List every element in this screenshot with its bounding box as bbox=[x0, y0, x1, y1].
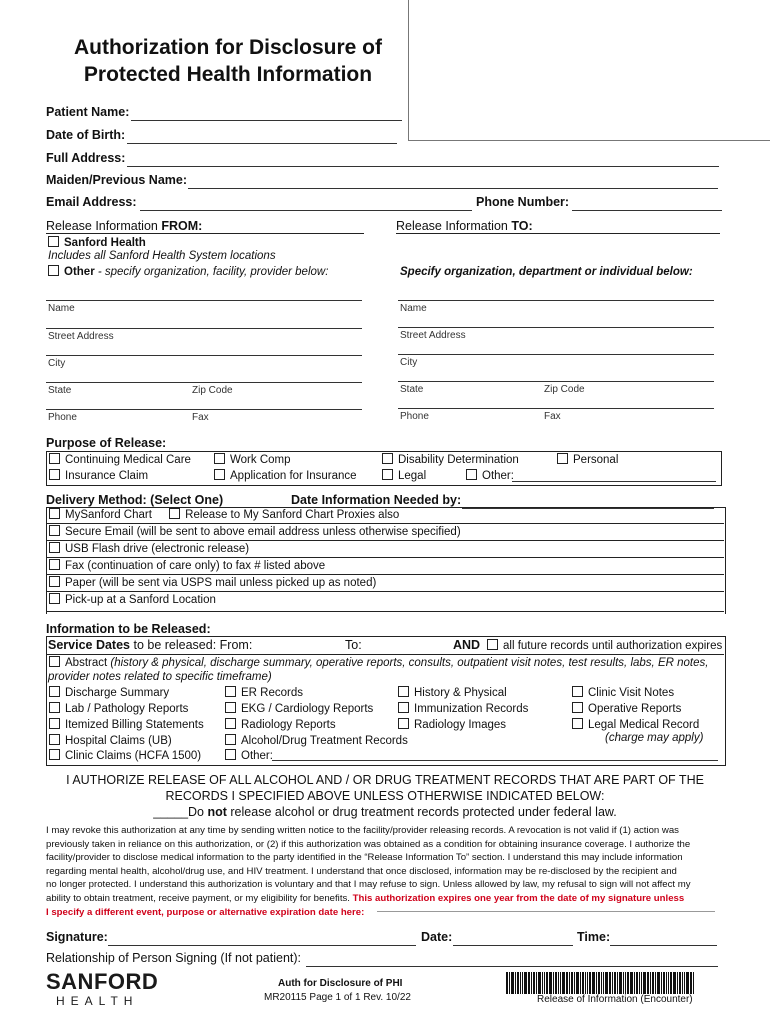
charge-note: (charge may apply) bbox=[605, 732, 704, 744]
service-to-label: To: bbox=[345, 638, 362, 652]
service-to-field[interactable] bbox=[368, 639, 448, 652]
and-label: AND bbox=[453, 638, 481, 652]
address-label: Full Address: bbox=[46, 151, 126, 165]
legal-paragraph: I may revoke this authorization at any time by sending written notice to the facility/provider releasing records. A revocation is not valid if (1) action was previously taken in reliance on this authorization, or (2) if this authorization was obtained as a condition for obtaining insurance coverage. I authorize the facility/provider to disclose medical information to the party identified in the “Release Information To” section. I understand this may include information regarding mental health, alcohol/drug use, and HIV treatment. I understand that once disclosed, information may be re-disclosed by the recipient and no longer protected. I understand this authorization is voluntary and that I may refuse to sign. Unless allowed by law, my refusal to sign will not affect my ability to obtain treatment, receive payment, or my eligibility for benefits. This authorization expires one year from the date of my signature unless I specify a different event, purpose or alternative expiration date here: bbox=[46, 825, 691, 918]
from-state-line[interactable] bbox=[46, 382, 362, 383]
release-to-instruction: Specify organization, department or individual below: bbox=[400, 266, 693, 278]
abstract-checkbox[interactable] bbox=[49, 656, 60, 667]
to-phone-line[interactable] bbox=[398, 408, 714, 409]
other-purpose-checkbox[interactable] bbox=[466, 469, 477, 480]
page-title bbox=[48, 34, 408, 88]
from-city-label: City bbox=[48, 358, 66, 369]
discharge-checkbox[interactable] bbox=[49, 686, 60, 697]
authorize-line-3[interactable]: _____Do not release alcohol or drug treatment records protected under federal law. bbox=[153, 805, 617, 819]
barcode-caption: Release of Information (Encounter) bbox=[537, 994, 693, 1005]
to-fax-label: Fax bbox=[544, 411, 561, 422]
delivery-row-email[interactable]: Secure Email (will be sent to above email address unless otherwise specified) bbox=[46, 524, 724, 541]
email-checkbox[interactable] bbox=[49, 525, 60, 536]
lab-checkbox[interactable] bbox=[49, 702, 60, 713]
signature-field[interactable] bbox=[108, 931, 416, 946]
mysanford-checkbox[interactable] bbox=[49, 508, 60, 519]
release-from-heading: Release Information FROM: bbox=[46, 219, 203, 233]
form-title: Auth for Disclosure of PHI bbox=[278, 978, 403, 989]
info-discharge[interactable]: Discharge Summary bbox=[49, 686, 169, 699]
relationship-field[interactable] bbox=[306, 952, 718, 967]
dob-label: Date of Birth: bbox=[46, 128, 126, 142]
other-from-checkbox[interactable] bbox=[48, 265, 59, 276]
from-phone-line[interactable] bbox=[46, 409, 362, 410]
to-street-label: Street Address bbox=[400, 330, 466, 341]
disability-checkbox[interactable] bbox=[382, 453, 393, 464]
from-phone-label: Phone bbox=[48, 412, 77, 423]
authorize-line-1: I AUTHORIZE RELEASE OF ALL ALCOHOL AND / OR DRUG TREATMENT RECORDS THAT ARE PART OF THE bbox=[66, 773, 704, 787]
future-records-checkbox[interactable] bbox=[487, 639, 498, 650]
title-line-1: Authorization for Disclosure of bbox=[73, 36, 382, 59]
date-field[interactable] bbox=[453, 931, 573, 946]
continuing-checkbox[interactable] bbox=[49, 453, 60, 464]
from-name-label: Name bbox=[48, 303, 75, 314]
barcode bbox=[506, 972, 720, 994]
date-needed-label: Date Information Needed by: bbox=[291, 493, 462, 507]
info-lab[interactable]: Lab / Pathology Reports bbox=[49, 702, 188, 715]
address-field[interactable] bbox=[127, 152, 719, 167]
ekg-checkbox[interactable] bbox=[225, 702, 236, 713]
dob-field[interactable] bbox=[127, 129, 397, 144]
delivery-row-paper[interactable]: Paper (will be sent via USPS mail unless picked up as noted) bbox=[46, 575, 724, 592]
release-from-line bbox=[46, 233, 364, 234]
form-number: MR20115 Page 1 of 1 Rev. 10/22 bbox=[264, 992, 411, 1003]
paper-checkbox[interactable] bbox=[49, 576, 60, 587]
from-zip-label: Zip Code bbox=[192, 385, 233, 396]
clinic-claims-checkbox[interactable] bbox=[49, 749, 60, 760]
time-label: Time: bbox=[577, 930, 611, 944]
authorize-block bbox=[46, 772, 724, 820]
maiden-name-field[interactable] bbox=[188, 174, 718, 189]
to-name-line[interactable] bbox=[398, 300, 714, 301]
info-radiology-reports[interactable]: Radiology Reports bbox=[225, 718, 336, 731]
sanford-health-checkbox[interactable] bbox=[48, 236, 59, 247]
maiden-name-label: Maiden/Previous Name: bbox=[46, 173, 188, 187]
authorize-line-2: RECORDS I SPECIFIED ABOVE UNLESS OTHERWISE INDICATED BELOW: bbox=[165, 789, 605, 803]
delivery-row-usb[interactable]: USB Flash drive (electronic release) bbox=[46, 541, 724, 558]
title-line-2: Protected Health Information bbox=[83, 63, 373, 86]
to-zip-label: Zip Code bbox=[544, 384, 585, 395]
sanford-health-note: Includes all Sanford Health System locations bbox=[48, 250, 276, 262]
history-checkbox[interactable] bbox=[398, 686, 409, 697]
purpose-legal[interactable]: Legal bbox=[382, 469, 426, 482]
info-alcohol-drug[interactable]: Alcohol/Drug Treatment Records bbox=[225, 734, 408, 747]
release-to-line bbox=[396, 233, 720, 234]
from-fax-label: Fax bbox=[192, 412, 209, 423]
to-state-label: State bbox=[400, 384, 424, 395]
expiration-date-field[interactable] bbox=[377, 901, 715, 912]
to-state-line[interactable] bbox=[398, 381, 714, 382]
abstract-note-2: provider notes related to specific timeframe) bbox=[48, 671, 272, 683]
abstract-option[interactable]: Abstract (history & physical, discharge summary, operative reports, consults, outpatient visit notes, test results, labs, ER notes, bbox=[49, 656, 708, 669]
purpose-work-comp[interactable]: Work Comp bbox=[214, 453, 291, 466]
billing-checkbox[interactable] bbox=[49, 718, 60, 729]
purpose-personal[interactable]: Personal bbox=[557, 453, 618, 466]
delivery-row-mysanford[interactable]: MySanford Chart Release to My Sanford Chart Proxies also bbox=[46, 507, 724, 524]
clinic-visit-checkbox[interactable] bbox=[572, 686, 583, 697]
phone-label: Phone Number: bbox=[476, 195, 570, 209]
email-field[interactable] bbox=[140, 196, 472, 211]
proxies-checkbox[interactable] bbox=[169, 508, 180, 519]
info-immunization[interactable]: Immunization Records bbox=[398, 702, 528, 715]
from-city-line[interactable] bbox=[46, 355, 362, 356]
other-from-option[interactable]: Other - specify organization, facility, provider below: bbox=[48, 265, 328, 278]
from-street-line[interactable] bbox=[46, 328, 362, 329]
personal-checkbox[interactable] bbox=[557, 453, 568, 464]
purpose-disability[interactable]: Disability Determination bbox=[382, 453, 519, 466]
info-legal-record[interactable]: Legal Medical Record bbox=[572, 718, 699, 731]
sanford-health-option[interactable]: Sanford Health bbox=[48, 236, 146, 249]
info-other-field[interactable] bbox=[272, 747, 718, 761]
info-ekg[interactable]: EKG / Cardiology Reports bbox=[225, 702, 373, 715]
to-city-line[interactable] bbox=[398, 354, 714, 355]
info-other[interactable]: Other: bbox=[225, 749, 273, 762]
service-dates-label: Service Dates to be released: From: bbox=[48, 638, 253, 652]
info-billing[interactable]: Itemized Billing Statements bbox=[49, 718, 204, 731]
purpose-insurance-claim[interactable]: Insurance Claim bbox=[49, 469, 148, 482]
radiology-reports-checkbox[interactable] bbox=[225, 718, 236, 729]
patient-name-label: Patient Name: bbox=[46, 105, 130, 119]
info-clinic-claims[interactable]: Clinic Claims (HCFA 1500) bbox=[49, 749, 201, 762]
info-radiology-images[interactable]: Radiology Images bbox=[398, 718, 506, 731]
logo-wordmark: SANFORD bbox=[46, 969, 159, 994]
patient-name-field[interactable] bbox=[131, 106, 402, 121]
signature-label: Signature: bbox=[46, 930, 108, 944]
phone-field[interactable] bbox=[572, 196, 722, 211]
from-street-label: Street Address bbox=[48, 331, 114, 342]
to-phone-label: Phone bbox=[400, 411, 429, 422]
label-box bbox=[408, 0, 770, 141]
fax-checkbox[interactable] bbox=[49, 559, 60, 570]
purpose-continuing[interactable]: Continuing Medical Care bbox=[49, 453, 191, 466]
hospital-claims-checkbox[interactable] bbox=[49, 734, 60, 745]
logo-subtitle: HEALTH bbox=[56, 994, 139, 1008]
from-state-label: State bbox=[48, 385, 72, 396]
relationship-label: Relationship of Person Signing (If not patient): bbox=[46, 951, 302, 965]
sanford-logo bbox=[46, 970, 158, 1008]
info-er[interactable]: ER Records bbox=[225, 686, 303, 699]
insurance-claim-checkbox[interactable] bbox=[49, 469, 60, 480]
info-heading: Information to be Released: bbox=[46, 622, 211, 636]
info-operative[interactable]: Operative Reports bbox=[572, 702, 681, 715]
to-name-label: Name bbox=[400, 303, 427, 314]
purpose-app-insurance[interactable]: Application for Insurance bbox=[214, 469, 357, 482]
radiology-images-checkbox[interactable] bbox=[398, 718, 409, 729]
info-hospital-claims[interactable]: Hospital Claims (UB) bbox=[49, 734, 172, 747]
info-clinic-visit[interactable]: Clinic Visit Notes bbox=[572, 686, 674, 699]
purpose-heading: Purpose of Release: bbox=[46, 436, 167, 450]
pickup-checkbox[interactable] bbox=[49, 593, 60, 604]
release-to-heading: Release Information TO: bbox=[396, 219, 533, 233]
immunization-checkbox[interactable] bbox=[398, 702, 409, 713]
email-label: Email Address: bbox=[46, 195, 137, 209]
other-info-checkbox[interactable] bbox=[225, 749, 236, 760]
legal-checkbox[interactable] bbox=[382, 469, 393, 480]
time-field[interactable] bbox=[610, 931, 717, 946]
er-checkbox[interactable] bbox=[225, 686, 236, 697]
delivery-row-fax[interactable]: Fax (continuation of care only) to fax # listed above bbox=[46, 558, 724, 575]
operative-checkbox[interactable] bbox=[572, 702, 583, 713]
future-records-option[interactable]: all future records until authorization expires bbox=[487, 639, 722, 652]
usb-checkbox[interactable] bbox=[49, 542, 60, 553]
info-history[interactable]: History & Physical bbox=[398, 686, 507, 699]
delivery-row-pickup[interactable]: Pick-up at a Sanford Location bbox=[46, 592, 724, 612]
work-comp-checkbox[interactable] bbox=[214, 453, 225, 464]
service-from-field[interactable] bbox=[262, 639, 342, 652]
legal-record-checkbox[interactable] bbox=[572, 718, 583, 729]
purpose-other[interactable]: Other: bbox=[466, 469, 514, 482]
to-city-label: City bbox=[400, 357, 418, 368]
alcohol-drug-checkbox[interactable] bbox=[225, 734, 236, 745]
from-name-line[interactable] bbox=[46, 300, 362, 301]
purpose-other-field[interactable] bbox=[512, 468, 716, 482]
app-insurance-checkbox[interactable] bbox=[214, 469, 225, 480]
date-label: Date: bbox=[421, 930, 453, 944]
delivery-heading: Delivery Method: (Select One) bbox=[46, 493, 224, 507]
to-street-line[interactable] bbox=[398, 327, 714, 328]
